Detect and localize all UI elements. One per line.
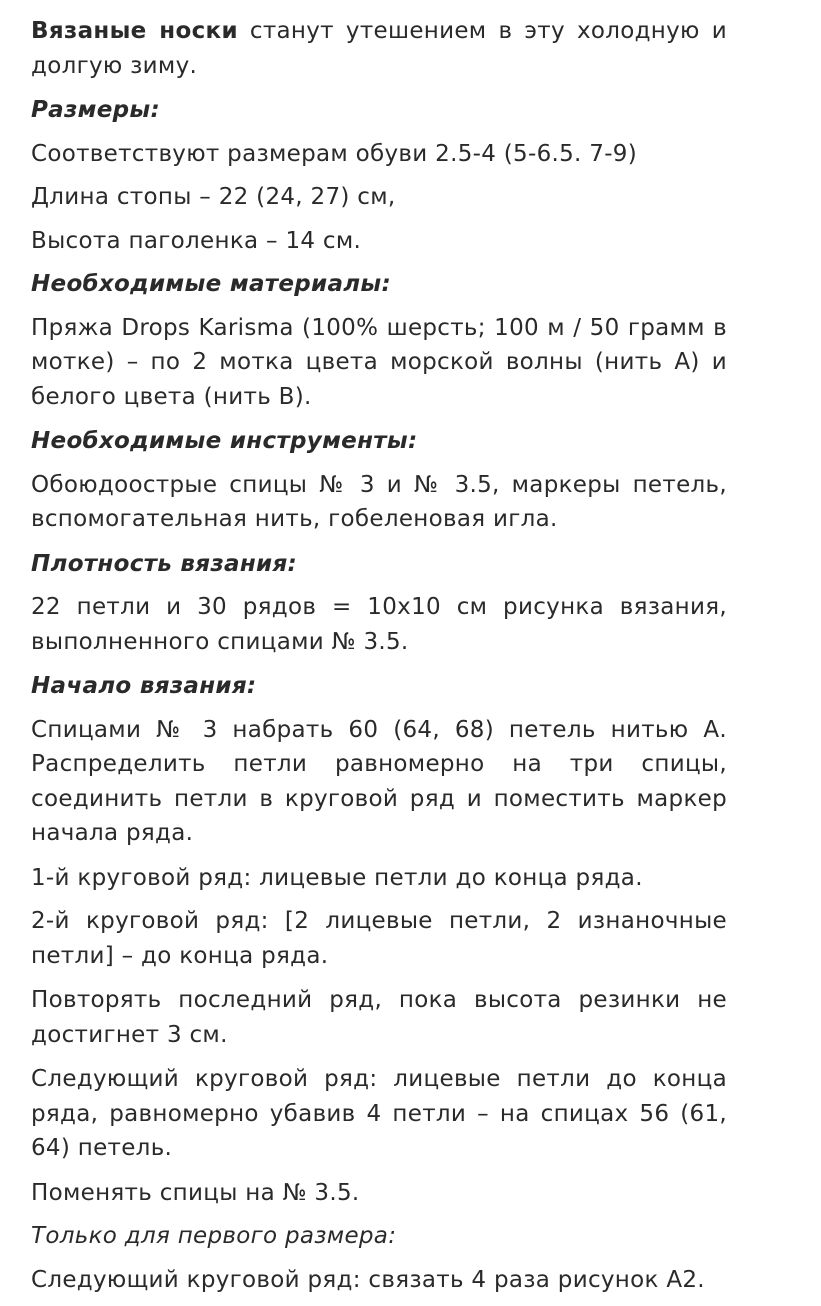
gauge-heading: Плотность вязания: (31, 550, 298, 577)
sizes-line-shoe: Соответствуют размерам обуви 2.5-4 (5-6.5. 7-9) (31, 140, 638, 167)
start-paragraph-change-needles: Поменять спицы на № 3.5. (31, 1179, 360, 1206)
sizes-heading: Размеры: (31, 97, 161, 123)
start-heading: Начало вязания: (31, 673, 257, 699)
tools-heading: Необходимые инструменты: (31, 428, 418, 454)
start-paragraph-round-1: 1-й круговой ряд: лицевые петли до конца ряда. (31, 864, 643, 891)
start-paragraph-cast-on: Спицами № 3 набрать 60 (64, 68) петель нитью А. Распределить петли равномерно на три спицы, соединить петли в круговой ряд и поместить маркер начала ряда. (31, 716, 727, 846)
intro-bold-text: Вязаные носки (31, 18, 238, 44)
start-paragraph-round-2: 2-й круговой ряд: [2 лицевые петли, 2 изнаночные петли] – до конца ряда. (31, 908, 727, 969)
sizes-line-foot-length: Длина стопы – 22 (24, 27) см, (31, 184, 396, 210)
start-paragraph-pattern: Следующий круговой ряд: связать 4 раза рисунок А2. (31, 1266, 705, 1293)
sizes-line-leg-height: Высота паголенка – 14 см. (31, 227, 362, 254)
intro-text: станут утешением в эту холодную и долгую зиму. (31, 18, 727, 79)
tools-text: Обоюдоострые спицы № 3 и № 3.5, маркеры петель, вспомогательная нить, гобеленовая игла. (31, 471, 727, 532)
first-size-note: Только для первого размера: (31, 1223, 397, 1249)
start-paragraph-decrease: Следующий круговой ряд: лицевые петли до конца ряда, равномерно убавив 4 петли – на спицах 56 (61, 64) петель. (31, 1066, 727, 1161)
start-paragraph-repeat: Повторять последний ряд, пока высота резинки не достигнет 3 см. (31, 987, 727, 1048)
gauge-text: 22 петли и 30 рядов = 10х10 см рисунка вязания, выполненного спицами № 3.5. (31, 594, 727, 655)
intro-paragraph (31, 14, 727, 83)
materials-heading: Необходимые материалы: (31, 271, 392, 297)
materials-text: Пряжа Drops Karisma (100% шерсть; 100 м / 50 грамм в мотке) – по 2 мотка цвета морской волны (нить А) и белого цвета (нить В). (31, 314, 727, 410)
article-body (31, 14, 727, 1306)
